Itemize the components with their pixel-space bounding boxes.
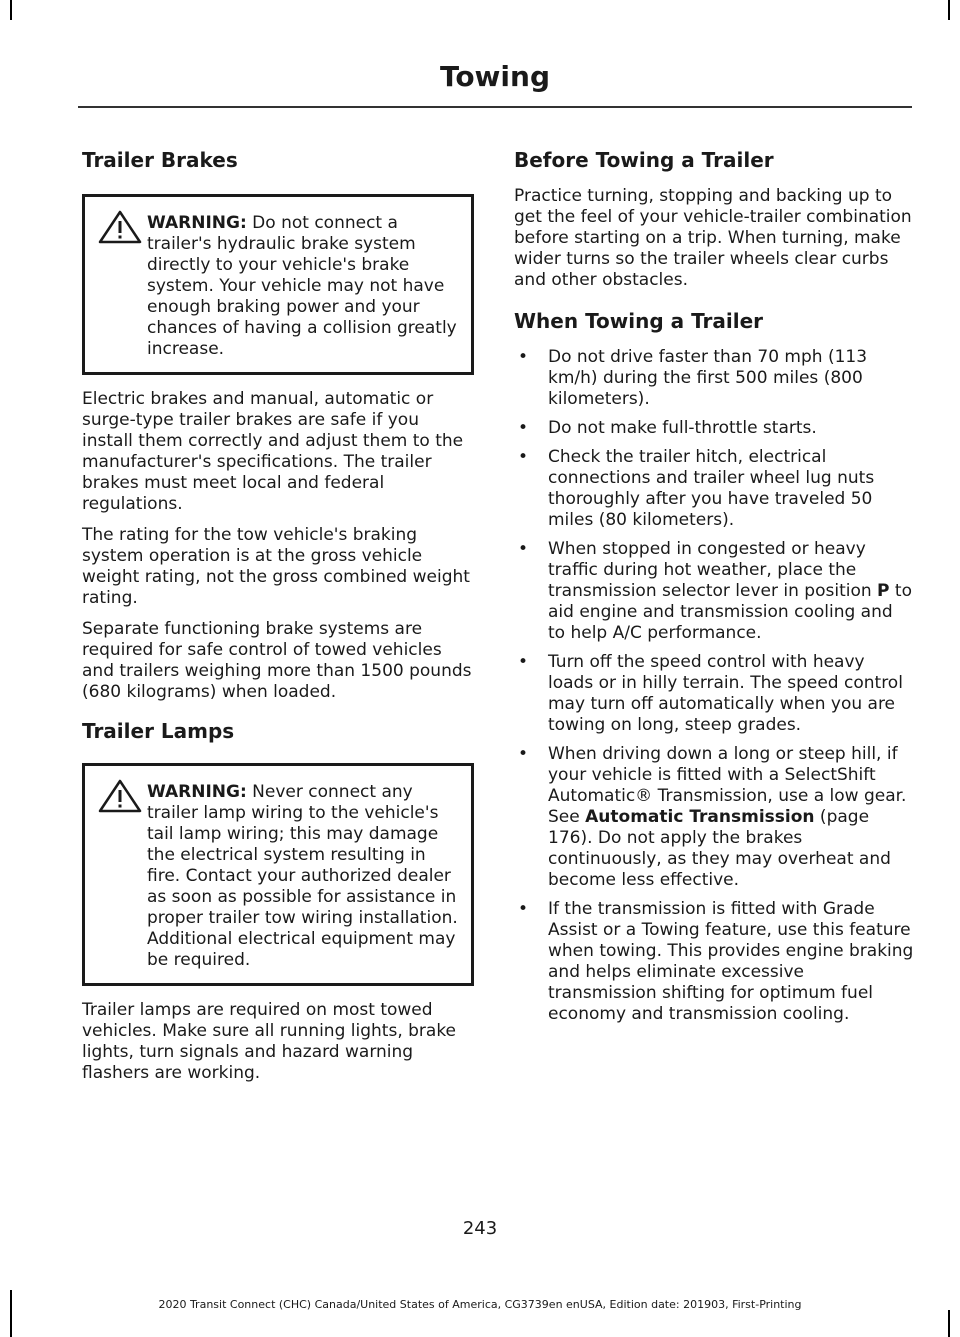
warning-box-lamps <box>82 763 474 986</box>
list-item-text: If the transmission is fitted with Grade Assist or a Towing feature, use this feature when towing. This provides engine braking and helps eliminate excessive transmission shifting for optimum fuel economy and transmission cooling. <box>548 899 914 1024</box>
section-heading-trailer-lamps: Trailer Lamps <box>82 719 235 743</box>
bullet: • <box>518 652 529 672</box>
section-heading-before-towing: Before Towing a Trailer <box>514 148 774 172</box>
page-title: Towing <box>439 60 550 93</box>
list-item-text <box>548 744 906 890</box>
bullet: • <box>518 447 529 467</box>
warning-triangle-icon <box>97 778 143 820</box>
text-run: When stopped in congested or heavy traffic during hot weather, place the transmission selector lever in position <box>548 539 878 601</box>
paragraph: Practice turning, stopping and backing up to get the feel of your vehicle-trailer combination before starting on a trip. When turning, make wider turns so the trailer wheels clear curbs and other obstacles. <box>514 186 912 290</box>
crop-mark <box>10 0 12 20</box>
text-run: to aid engine and transmission cooling and to help A/C performance. <box>548 581 912 643</box>
list-item <box>514 652 914 736</box>
header-rule <box>78 106 912 108</box>
cross-reference-link[interactable]: Automatic Transmission <box>585 807 815 827</box>
page-number: 243 <box>462 1218 498 1239</box>
paragraph: Trailer lamps are required on most towed vehicles. Make sure all running lights, brake lights, turn signals and hazard warning flashers are working. <box>82 1000 457 1083</box>
warning-label: WARNING: <box>147 213 247 233</box>
gear-position-p: P <box>877 581 890 601</box>
crop-mark <box>948 1310 950 1337</box>
bullet: • <box>518 418 529 438</box>
towing-tips-list <box>514 347 914 1025</box>
warning-text <box>95 782 463 971</box>
paragraph: Electric brakes and manual, automatic or surge-type trailer brakes are safe if you install them correctly and adjust them to the manufacturer's specifications. The trailer brakes must meet local and federal regulations. <box>82 389 464 514</box>
list-item-text: Turn off the speed control with heavy loads or in hilly terrain. The speed control may turn off automatically when you are towing on long, steep grades. <box>548 652 903 735</box>
list-item <box>514 539 914 644</box>
warning-body: Never connect any trailer lamp wiring to the vehicle's tail lamp wiring; this may damage the electrical system resulting in fire. Contact your authorized dealer as soon as possible for assistance in proper trailer tow wiring installation. Additional electrical equipment may be required. <box>147 782 458 970</box>
warning-box-brakes <box>82 194 474 375</box>
warning-triangle-icon <box>97 209 143 251</box>
footer-edition-info: 2020 Transit Connect (CHC) Canada/United States of America, CG3739en enUSA, Edition date: 201903, First-Printing <box>158 1298 802 1311</box>
bullet: • <box>518 539 529 559</box>
bullet: • <box>518 744 529 764</box>
bullet: • <box>518 347 529 367</box>
paragraph: The rating for the tow vehicle's braking system operation is at the gross vehicle weight rating, not the gross combined weight rating. <box>82 525 470 608</box>
page-reference: (page 176). <box>548 807 870 848</box>
list-item-text: Do not drive faster than 70 mph (113 km/h) during the first 500 miles (800 kilometers). <box>548 347 868 409</box>
section-heading-trailer-brakes: Trailer Brakes <box>82 148 238 172</box>
warning-text <box>95 213 463 360</box>
list-item <box>514 899 914 1025</box>
list-item-text: Check the trailer hitch, electrical connections and trailer wheel lug nuts thoroughly after you have traveled 50 miles (80 kilometers). <box>548 447 875 530</box>
list-item <box>514 418 914 439</box>
list-item-text: Do not make full-throttle starts. <box>548 418 817 438</box>
warning-body: Do not connect a trailer's hydraulic brake system directly to your vehicle's brake system. Your vehicle may not have enough braking power and your chances of having a collision greatly increase. <box>147 213 457 359</box>
crop-mark <box>948 0 950 20</box>
list-item <box>514 447 914 531</box>
bullet: • <box>518 899 529 919</box>
paragraph: Separate functioning brake systems are required for safe control of towed vehicles and trailers weighing more than 1500 pounds (680 kilograms) when loaded. <box>82 619 472 702</box>
list-item-text <box>548 539 912 643</box>
left-column <box>82 140 474 1084</box>
warning-label: WARNING: <box>147 782 247 802</box>
section-heading-when-towing: When Towing a Trailer <box>514 309 764 333</box>
text-run: Do not apply the brakes continuously, as they may overheat and become less effective. <box>548 828 891 890</box>
text-run: When driving down a long or steep hill, if your vehicle is fitted with a SelectShift Automatic® Transmission, use a low gear. See <box>548 744 907 827</box>
list-item <box>514 744 914 891</box>
list-item <box>514 347 914 410</box>
right-column <box>514 140 914 1025</box>
